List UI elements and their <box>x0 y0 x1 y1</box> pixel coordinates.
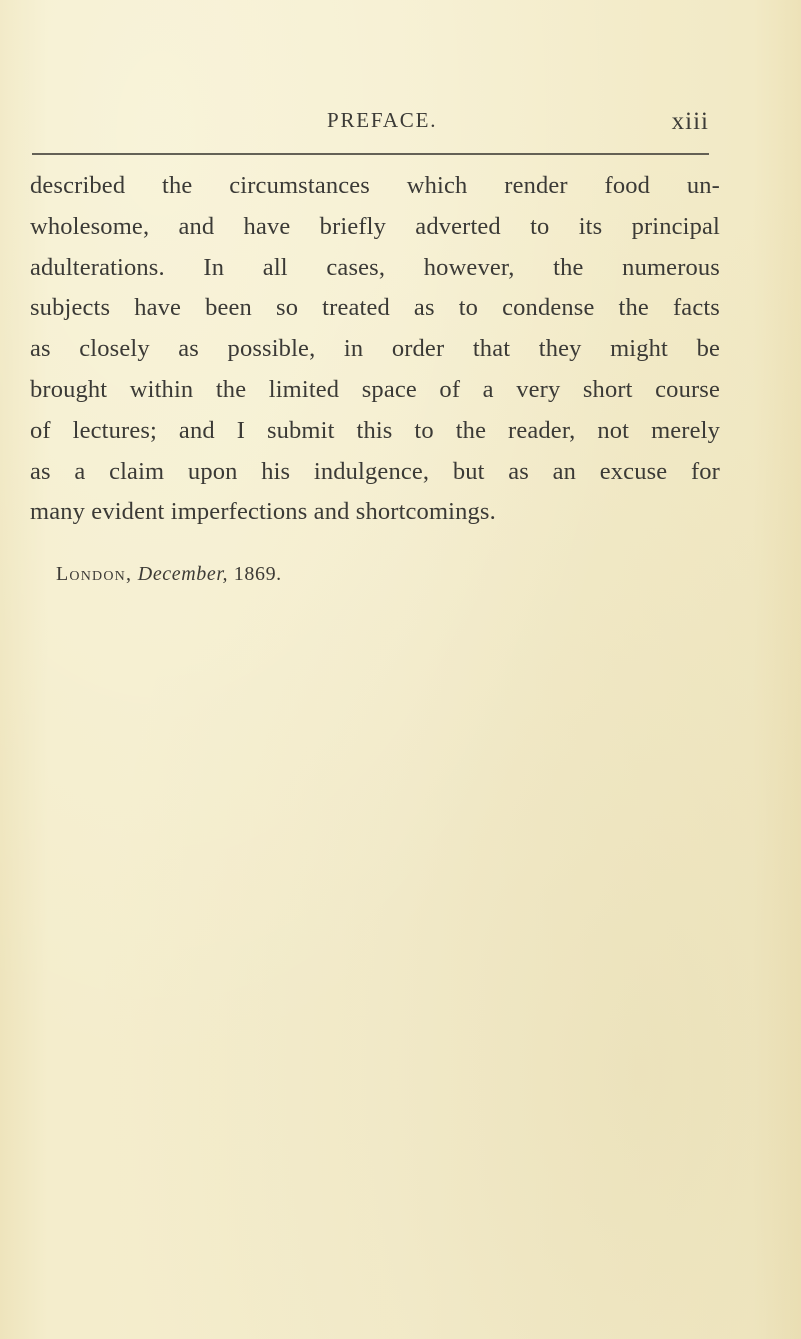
dateline-place: London, <box>56 563 133 585</box>
text-line: brought within the limited space of a very short course <box>30 375 720 403</box>
preface-paragraph <box>30 170 720 537</box>
running-head <box>32 108 709 142</box>
dateline <box>56 563 282 586</box>
text-line: of lectures; and I submit this to the reader, not merely <box>30 416 720 444</box>
text-line: many evident imperfections and shortcomings. <box>30 498 496 526</box>
text-line: as closely as possible, in order that they might be <box>30 335 720 363</box>
text-line: subjects have been so treated as to condense the facts <box>30 294 720 322</box>
text-line: described the circumstances which render food un- <box>30 172 720 199</box>
text-line: wholesome, and have briefly adverted to its principal <box>30 212 720 240</box>
text-line: as a claim upon his indulgence, but as an excuse for <box>30 457 720 485</box>
running-title: PREFACE. <box>327 108 438 132</box>
text-line: adulterations. In all cases, however, the numerous <box>30 253 720 281</box>
header-rule <box>32 153 709 155</box>
page-number: xiii <box>671 108 709 135</box>
dateline-year: 1869. <box>233 563 282 585</box>
dateline-month: December, <box>137 563 229 585</box>
